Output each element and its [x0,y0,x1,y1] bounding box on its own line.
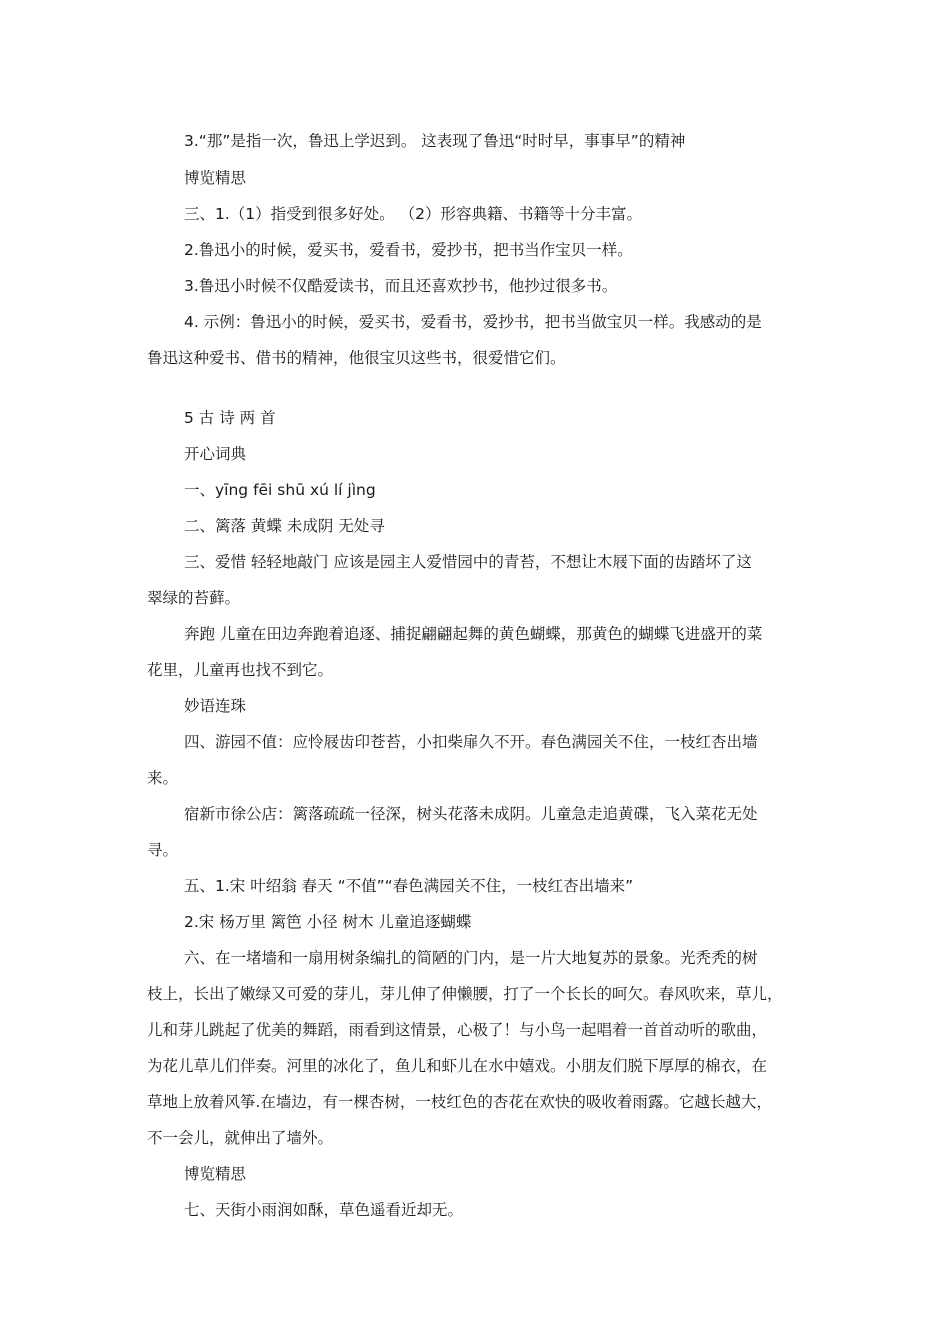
answer-line-san-3: 3.鲁迅小时候不仅酷爱读书，而且还喜欢抄书，他抄过很多书。 [184,277,618,295]
answer-line-benpao: 奔跑 儿童在田边奔跑着追逐、捕捉翩翩起舞的黄色蝴蝶，那黄色的蝴蝶飞进盛开的菜 [184,625,763,643]
answer-line-yi-pinyin: 一、yīng fēi shū xú lí jìng [184,481,376,499]
answer-line-san-4: 4. 示例：鲁迅小的时候，爱买书，爱看书，爱抄书，把书当做宝贝一样。我感动的是 [184,313,762,331]
answer-line-liu-cont-4: 草地上放着风筝.在墙边，有一棵杏树，一枝红色的杏花在欢快的吸收着雨露。它越长越大， [147,1093,772,1111]
answer-line-suxinshi-cont: 寻。 [147,841,179,859]
answer-line-liu-cont-5: 不一会儿，就伸出了墙外。 [147,1129,334,1147]
answer-line-liu-cont-2: 儿和芽儿跳起了优美的舞蹈，雨看到这情景，心极了！与小鸟一起唱着一首首动听的歌曲， [147,1021,768,1039]
answer-line-liu-cont-3: 为花儿草儿们伴奏。河里的冰化了，鱼儿和虾儿在水中嬉戏。小朋友们脱下厚厚的棉衣，在 [147,1057,768,1075]
answer-line-suxinshi: 宿新市徐公店：篱落疏疏一径深，树头花落未成阴。儿童急走追黄碟，飞入菜花无处 [184,805,758,823]
answer-line-san-2: 2.鲁迅小的时候，爱买书，爱看书，爱抄书，把书当作宝贝一样。 [184,241,633,259]
answer-line-wu-1: 五、1.宋 叶绍翁 春天 “不值”“春色满园关不住，一枝红杏出墙来” [184,877,634,895]
answer-line-san-4-cont: 鲁迅这种爱书、借书的精神，他很宝贝这些书，很爱惜它们。 [147,349,566,367]
section-heading-miaoyu-lianzhu: 妙语连珠 [184,697,247,715]
answer-line-er: 二、篱落 黄蝶 未成阴 无处寻 [184,517,385,535]
answer-line-si-youyuan: 四、游园不值：应怜屐齿印苍苔，小扣柴扉久不开。春色满园关不住，一枝红杏出墙 [184,733,758,751]
section-heading-kaixin-cidian: 开心词典 [184,445,247,463]
answer-line-3-punctuality: 3.“那”是指一次，鲁迅上学迟到。 这表现了鲁迅“时时早，事事早”的精神 [184,132,686,150]
section-heading-bolan-jingsi-2: 博览精思 [184,1165,247,1183]
answer-line-si-youyuan-cont: 来。 [147,769,179,787]
answer-line-liu-cont-1: 枝上，长出了嫩绿又可爱的芽儿，芽儿伸了伸懒腰，打了一个长长的呵欠。春风吹来，草儿， [147,985,783,1003]
section-heading-bolan-jingsi: 博览精思 [184,169,247,187]
answer-line-liu: 六、在一堵墙和一扇用树条编扎的简陋的门内，是一片大地复苏的景象。光秃秃的树 [184,949,758,967]
answer-line-san-aixi: 三、爱惜 轻轻地敲门 应该是园主人爱惜园中的青苔，不想让木屐下面的齿踏坏了这 [184,553,752,571]
answer-line-qi: 七、天街小雨润如酥，草色遥看近却无。 [184,1201,464,1219]
answer-line-san-aixi-cont: 翠绿的苔藓。 [147,589,241,607]
answer-line-san-1: 三、1.（1）指受到很多好处。 （2）形容典籍、书籍等十分丰富。 [184,205,642,223]
answer-line-benpao-cont: 花里，儿童再也找不到它。 [147,661,334,679]
lesson-title: 5 古 诗 两 首 [184,409,276,427]
answer-line-wu-2: 2.宋 杨万里 篱笆 小径 树木 儿童追逐蝴蝶 [184,913,472,931]
